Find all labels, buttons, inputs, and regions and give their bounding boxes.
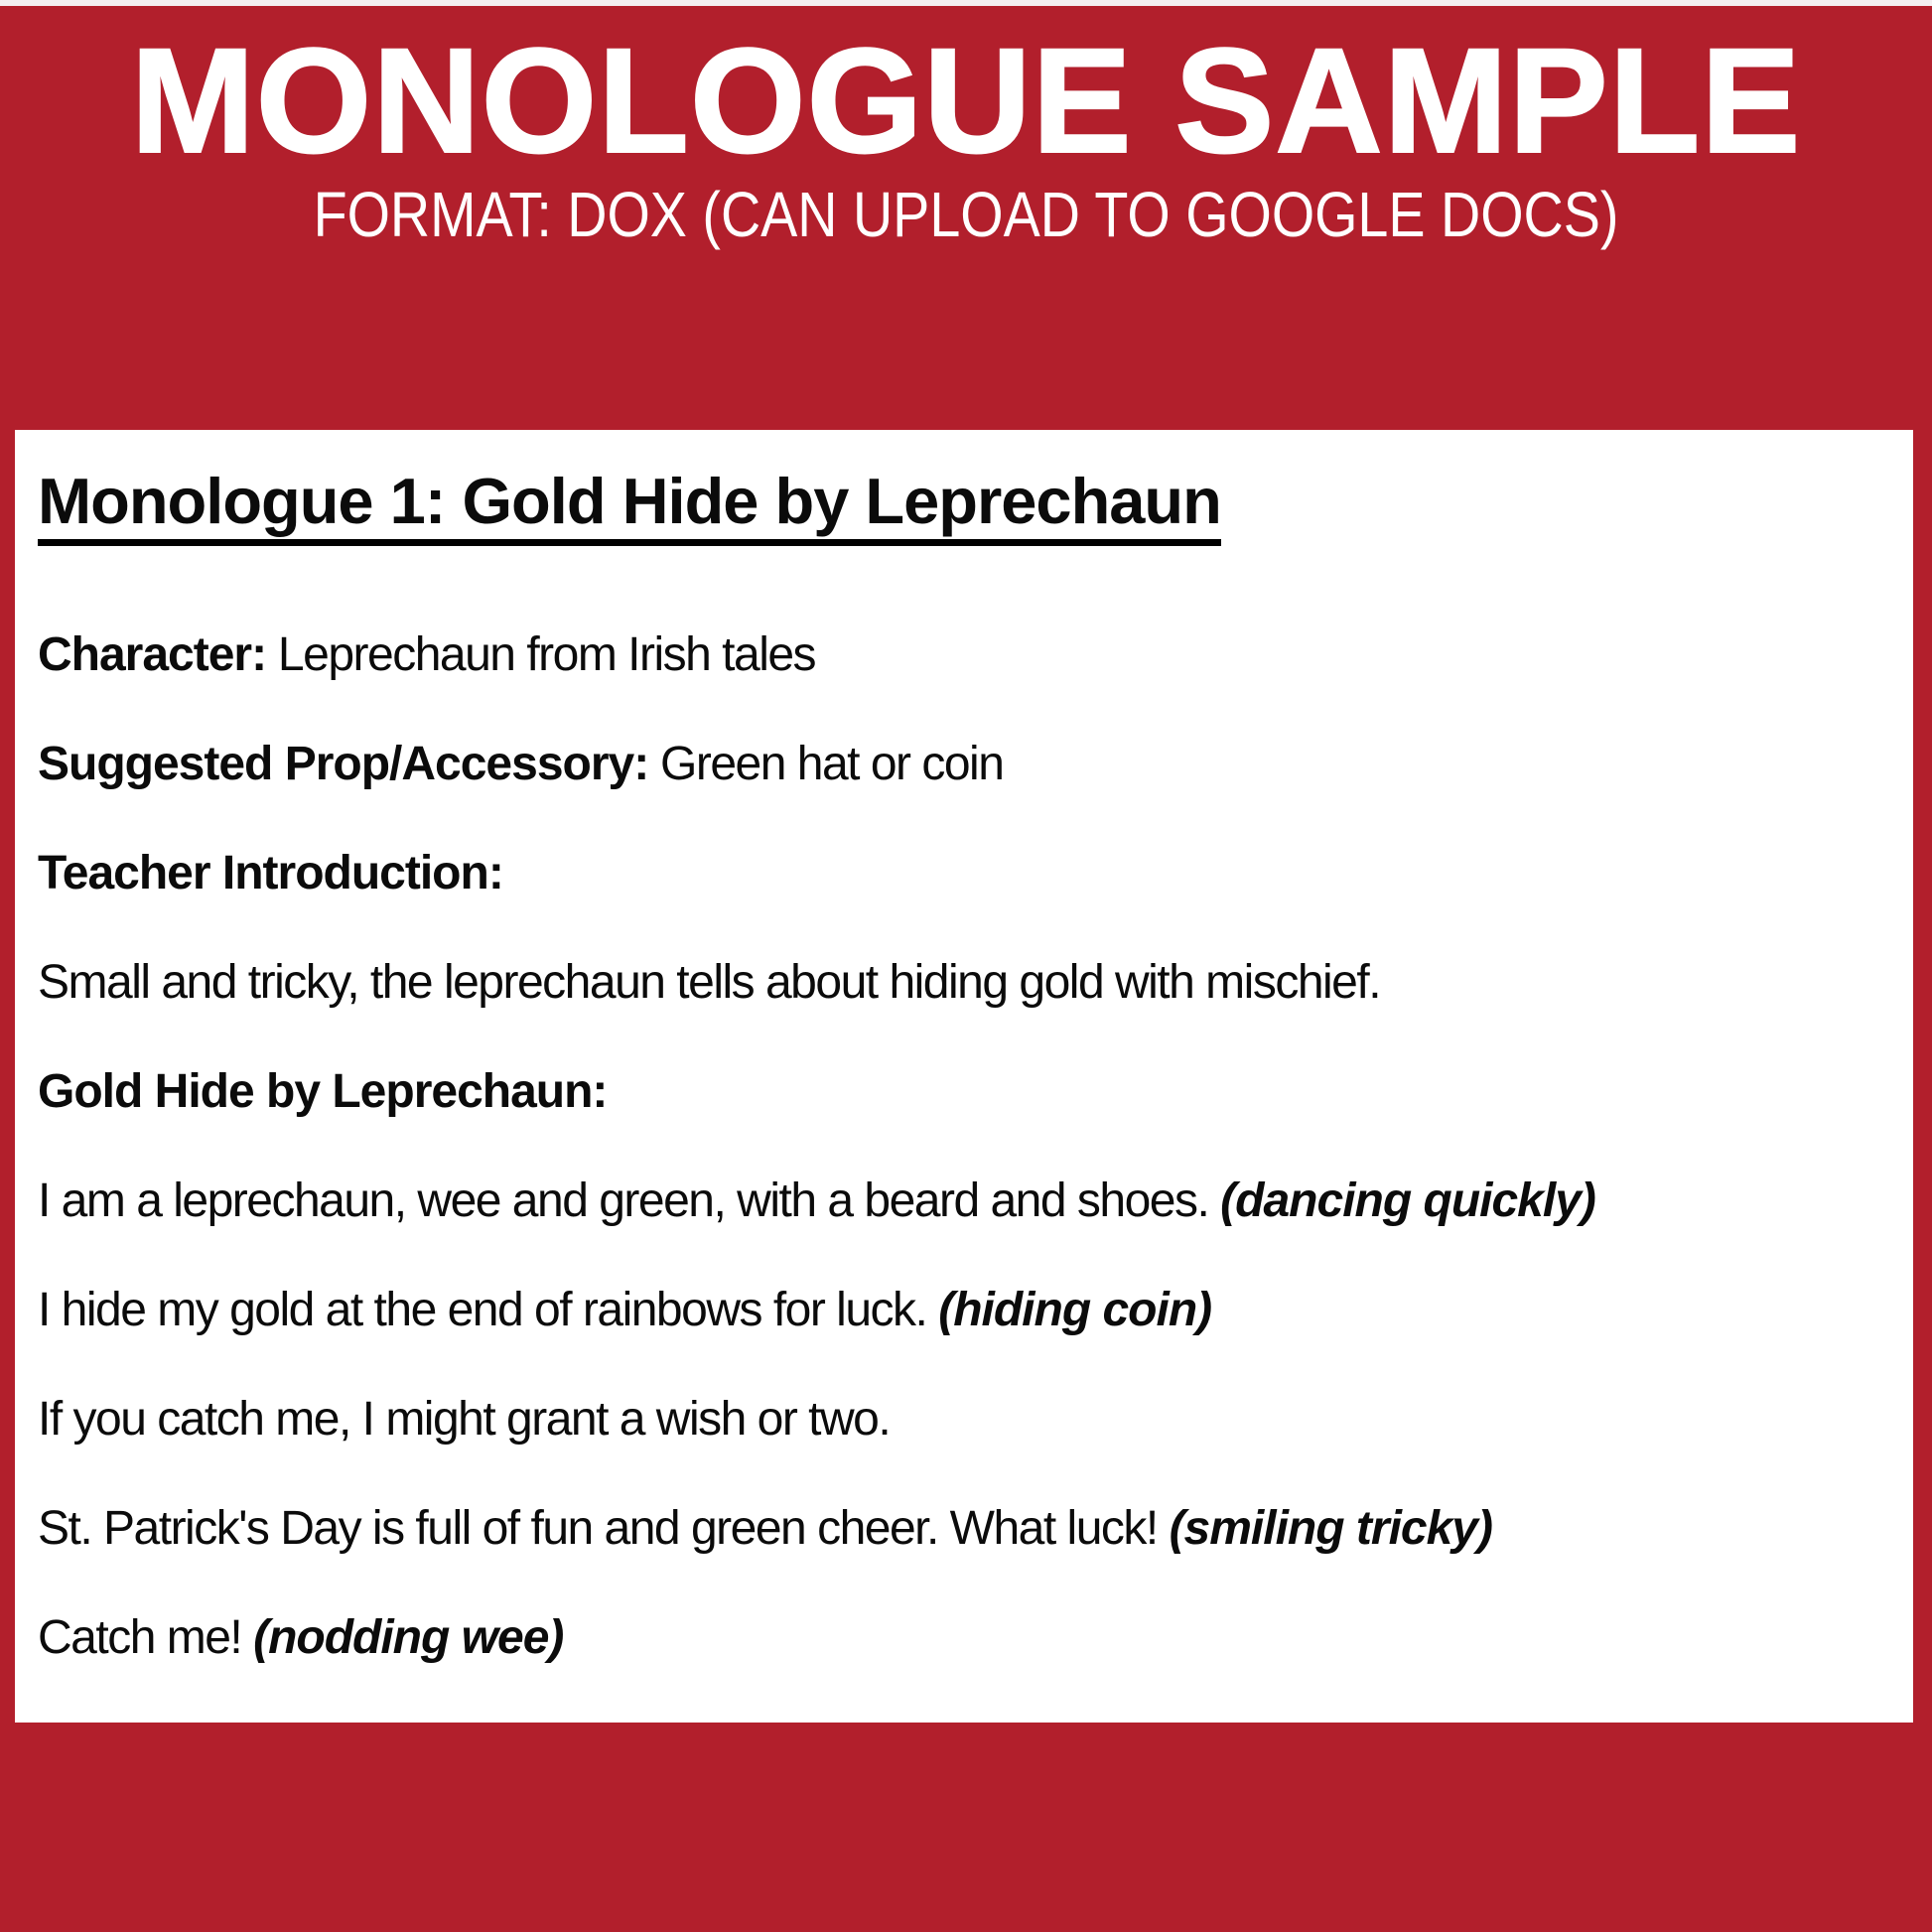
text-run: Green hat or coin [648,738,1004,790]
text-run: Small and tricky, the leprechaun tells about hiding gold with mischief. [38,956,1381,1009]
banner-title: MONOLOGUE SAMPLE [130,17,1802,184]
paragraph [38,1063,1883,1120]
top-border-strip [0,0,1932,6]
document-body [38,626,1883,1666]
text-run: Leprechaun from Irish tales [266,628,816,681]
paragraph [38,1173,1883,1229]
text-run: (smiling tricky) [1169,1502,1492,1555]
text-run: St. Patrick's Day is full of fun and green cheer. What luck! [38,1502,1170,1555]
text-run: Suggested Prop/Accessory: [38,738,649,790]
text-run: (hiding coin) [938,1284,1212,1336]
paragraph [38,626,1883,683]
paragraph [38,1391,1883,1448]
paragraph [38,1500,1883,1557]
text-run: If you catch me, I might grant a wish or two. [38,1393,891,1446]
document-heading [38,463,1883,540]
text-run: Teacher Introduction: [38,847,503,899]
text-run: Gold Hide by Leprechaun: [38,1065,608,1118]
document-card [15,430,1913,1723]
text-run: Catch me! [38,1611,254,1664]
paragraph [38,736,1883,792]
document-heading-text: Monologue 1: Gold Hide by Leprechaun [38,465,1221,546]
paragraph [38,954,1883,1011]
paragraph [38,845,1883,901]
text-run: I hide my gold at the end of rainbows for luck. [38,1284,939,1336]
text-run: (nodding wee) [253,1611,564,1664]
paragraph [38,1282,1883,1338]
paragraph [38,1609,1883,1666]
text-run: I am a leprechaun, wee and green, with a beard and shoes. [38,1174,1221,1227]
text-run: Character: [38,628,267,681]
banner-subtitle: FORMAT: DOX (CAN UPLOAD TO GOOGLE DOCS) [313,179,1619,250]
text-run: (dancing quickly) [1220,1174,1595,1227]
